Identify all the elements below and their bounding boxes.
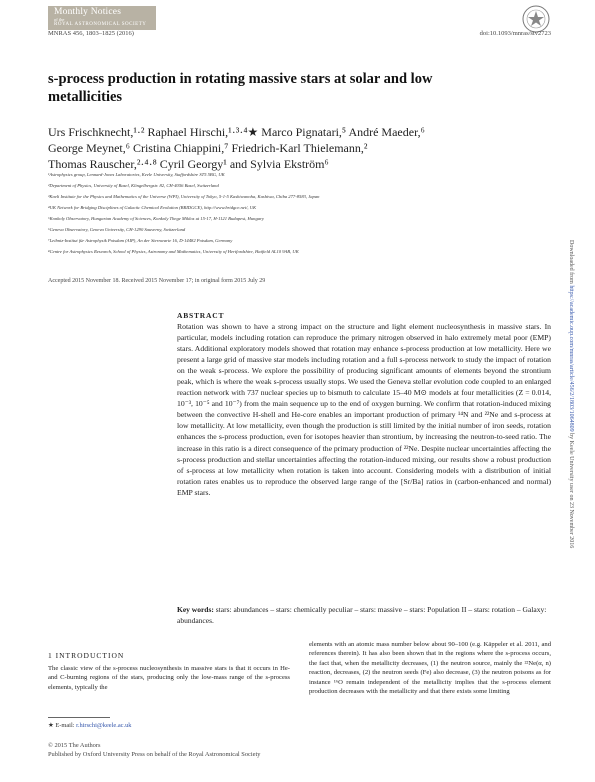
author-line-3: Thomas Rauscher,²·⁴·⁸ Cyril Georgy¹ and Sylvia Ekström⁶ [48, 157, 329, 171]
affiliation-2: ²Department of Physics, University of Basel, Klingelbergstr. 82, CH-4056 Basel, Switzerland [48, 183, 219, 188]
email-prefix: ★ E-mail: [48, 722, 77, 729]
abstract-text: Rotation was shown to have a strong impact on the structure and light element nucleosynthesis in massive stars. In particular, models including rotation can reproduce the primary nitrogen observed in halo extremely metal poor (EMP) stars. Additional exploratory models showed that rotation may enhance s-process production at low metallicity. Here we present a large grid of massive star models including rotation and a full s-process network to study the impact of rotation on the weak s-process. We explore the possibility of producing significant amounts of elements beyond the strontium peak, which is where the weak s-process usually stops. We used the Geneva stellar evolution code coupled to an enlarged reaction network with 737 nuclear species up to bismuth to calculate 15–40 M⊙ models at four metallicities (Z = 0.014, 10⁻³, 10⁻⁵ and 10⁻⁷) from the main sequence up to the end of oxygen burning. We confirm that rotation-induced mixing between the convective H-shell and He-core enables an important production of primary ¹⁴N and ²²Ne and s-process at low metallicity. At low metallicity, even though the production is still limited by the initial number of iron seeds, rotation enhances the s-process production, even for isotopes heavier than strontium, by increasing the neutron-to-seed ratio. The increase in this ratio is a direct consequence of the primary production of ²²Ne. Despite nuclear uncertainties affecting the s-process production and stellar uncertainties affecting the rotation-induced mixing, our results show a robust production of s-process at low metallicity when rotation is taken into account. Considering models with a distribution of initial rotation rates enables us to reproduce the observed large range of the [Sr/Ba] ratios in (carbon-enhanced and normal) EMP stars. [177, 322, 551, 497]
keywords-text: stars: abundances – stars: chemically peculiar – stars: massive – stars: Population II – stars: rotation – Galaxy: abundances. [177, 605, 547, 625]
download-note [568, 240, 574, 548]
doi-link[interactable]: doi:10.1093/mnras/stv2723 [479, 30, 551, 37]
logo-line-3: ROYAL ASTRONOMICAL SOCIETY [54, 22, 147, 27]
affiliation-6: ⁶Geneva Observatory, Geneva University, CH-1290 Sauverny, Switzerland [48, 227, 186, 232]
article-link[interactable]: https://academic.oup.com/mnras/article/456/2/1803/1064809 [568, 285, 574, 432]
corresponding-email [48, 721, 131, 729]
logo-line-2: of the [54, 17, 65, 22]
intro-right-column: elements with an atomic mass number below about 90–100 (e.g. Käppeler et al. 2011, and references therein). It has also been shown that in the regions where the s-process occurs, the fact that, when the metallicity decreases, (1) the neutron source, mainly the ²²Ne(α, n) reaction, decreases, (2) the neutron seeds (Fe) also decrease, (3) the neutron poisons as for instance ¹⁶O remain independent of the metallicity implies that the s-process element production decreases with the metallicity and that there exists some limiting [309, 641, 551, 696]
affiliation-7: ⁷Leibniz-Institut für Astrophysik Potsdam (AIP), An der Sternwarte 16, D-14482 Potsdam, Germany [48, 238, 233, 243]
logo-line-1: Monthly Notices [54, 7, 122, 17]
section-heading-introduction: 1 INTRODUCTION [48, 651, 125, 660]
affiliation-5: ⁵Konkoly Observatory, Hungarian Academy of Sciences, Konkoly Thege Miklos ut 15-17, H-1121 Budapest, Hungary [48, 216, 264, 221]
affiliation-1: ¹Astrophysics group, Lennard-Jones Laboratories, Keele University, Staffordshire ST5 5BG, UK [48, 172, 225, 177]
affiliation-3: ³Kavli Institute for the Physics and Mathematics of the Universe (WPI), University of Tokyo, 5-1-5 Kashiwanoha, Kashiwa, Chiba 277-8583, Japan [48, 194, 320, 199]
received-accepted-dates: Accepted 2015 November 18. Received 2015 November 17; in original form 2015 July 29 [48, 278, 266, 284]
copyright: © 2015 The Authors [48, 742, 101, 749]
abstract-heading: ABSTRACT [177, 311, 225, 320]
download-note-suffix: by Keele University user on 23 November 2016 [568, 431, 574, 549]
affiliation-8: ⁸Centre for Astrophysics Research, School of Physics, Astronomy and Mathematics, University of Hertfordshire, Hatfield AL10 9AB, UK [48, 249, 299, 254]
paper-title: s-process production in rotating massive stars at solar and low metallicities [48, 71, 433, 105]
download-note-prefix: Downloaded from [568, 240, 574, 286]
keywords-label: Key words: [177, 605, 214, 614]
author-line-1: Urs Frischknecht,¹·² Raphael Hirschi,¹·³·⁴★ Marco Pignatari,⁵ André Maeder,⁶ [48, 125, 425, 139]
keywords [177, 604, 551, 626]
email-link[interactable]: r.hirschi@keele.ac.uk [76, 722, 132, 729]
footnote-divider [48, 717, 110, 718]
intro-left-column: The classic view of the s-process nucleosynthesis in massive stars is that it occurs in He- and C-burning regions of the stars, producing only the low-mass range of the s-process elements, typically the [48, 665, 290, 691]
affiliation-4: ⁴UK Network for Bridging Disciplines of Galactic Chemical Evolution (BRIDGCE), http://www.bridgce.net/, UK [48, 205, 257, 210]
author-list [48, 124, 508, 172]
publisher-note: Published by Oxford University Press on behalf of the Royal Astronomical Society [48, 751, 261, 758]
journal-logo [48, 6, 156, 30]
citation: MNRAS 456, 1803–1825 (2016) [48, 30, 134, 37]
author-line-2: George Meynet,⁶ Cristina Chiappini,⁷ Friedrich-Karl Thielemann,² [48, 141, 368, 155]
